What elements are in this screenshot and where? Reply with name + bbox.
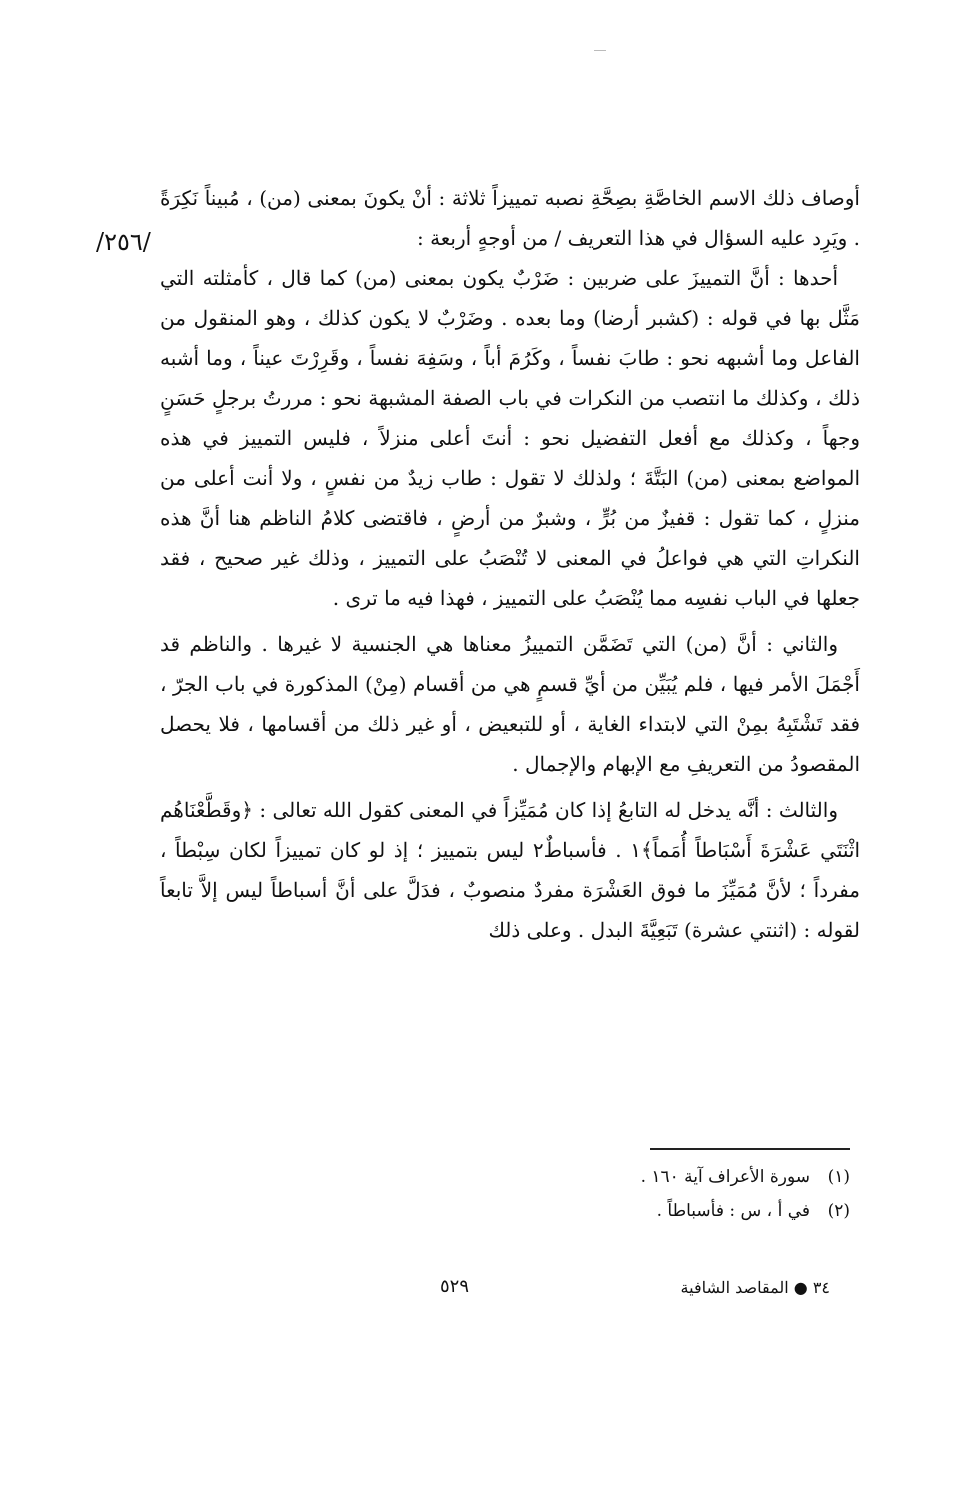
- footnote-2: [480, 1194, 850, 1228]
- footnote-1: [480, 1160, 850, 1194]
- margin-page-reference: /٢٥٦/: [96, 228, 151, 256]
- footnote-1-number: (١): [827, 1167, 850, 1187]
- running-footer: ٣٤ ● المقاصد الشافية: [680, 1278, 830, 1297]
- footnote-1-text: سورة الأعراف آية ١٦٠ .: [640, 1167, 810, 1187]
- scan-mark: [594, 50, 606, 51]
- footnote-2-text: في أ ، س : فأسباطاً .: [656, 1201, 810, 1221]
- page-number: ٥٢٩: [440, 1276, 470, 1297]
- paragraph-third-objection: والثالث : أنَّه يدخل له التابعُ إذا كان مُمَيِّزاً في المعنى كقول الله تعالى : ﴿وقَطَّعْنَاهُم اثْنَتَي عَشْرَةَ أَسْبَاطاً أُمَماً﴾١ . فأسباطٌ٢ ليس بتمييز ؛ إذ لو كان تمييزاً لكان سِبْطاً ، مفرداً ؛ لأنَّ مُمَيِّزَ ما فوق العَشْرَة مفردٌ منصوبٌ ، فدَلَّ على أنَّ أسباطاً ليس إلاَّ تابعاً لقوله : (اثنتي عشرة) تَبَعِيَّةَ البدل . وعلى ذلك: [160, 798, 861, 942]
- footnotes: [480, 1160, 850, 1228]
- paragraph-first-objection: أحدها : أنَّ التمييزَ على ضربين : ضَرْبٌ يكون بمعنى (من) كما قال ، كأمثلته التي مَثَّل بها في قوله : (كشبر أرضا) وما بعده . وضَرْبٌ لا يكون كذلك ، وهو المنقول من الفاعل وما أشبهه نحو : طابَ نفساً ، وكَرُمَ أباً ، وسَفِهَ نفساً ، وقَرِرْتَ عيناً ، وما أشبه ذلك ، وكذلك ما انتصب من النكرات في باب الصفة المشبهة نحو : مررتُ برجلٍ حَسَنٍ وجهاً ، وكذلك مع أفعل التفضيل نحو : أنتَ أعلى منزلاً ، فليس التمييز في هذه المواضع بمعنى (من) البَتَّةَ ؛ ولذلك لا تقول : طاب زيدٌ من نفسٍ ، ولا أنت أعلى من منزلٍ ، كما تقول : قفيزٌ من بُرٍّ ، وشبرٌ من أرضٍ ، فاقتضى كلامُ الناظم هنا أنَّ هذه النكراتِ التي هي فواعلُ في المعنى لا تُنْصَبُ على التمييز ، وذلك غير صحيح ، فقد جعلها في الباب نفسِه مما يُنْصَبُ على التمييز ، فهذا فيه ما ترى .: [160, 266, 861, 610]
- footnote-2-number: (٢): [827, 1201, 850, 1221]
- main-text-block: [160, 178, 860, 950]
- paragraph-second-objection: والثاني : أنَّ (من) التي تَضَمَّن التمييزُ معناها هي الجنسية لا غيرها . والناظم قد أَجْمَلَ الأمر فيها ، فلم يُبَيِّن من أيِّ قسمٍ هي من أقسام (مِنْ) المذكورة في باب الجرّ ، فقد تَشْتَبِهُ بمِنْ التي لابتداء الغاية ، أو للتبعيض ، أو غير ذلك من أقسامها ، فلا يحصل المقصودُ من التعريفِ مع الإبهام والإجمال .: [160, 632, 861, 776]
- paragraph-intro: أوصاف ذلك الاسم الخاصَّةِ بصِحَّةِ نصبه تمييزاً ثلاثة : أنْ يكونَ بمعنى (من) ، مُبيناً نَكِرَةً . ويَرِد عليه السؤال في هذا التعريف / من أوجهٍ أربعة :: [160, 186, 860, 250]
- footnote-divider: [650, 1148, 850, 1150]
